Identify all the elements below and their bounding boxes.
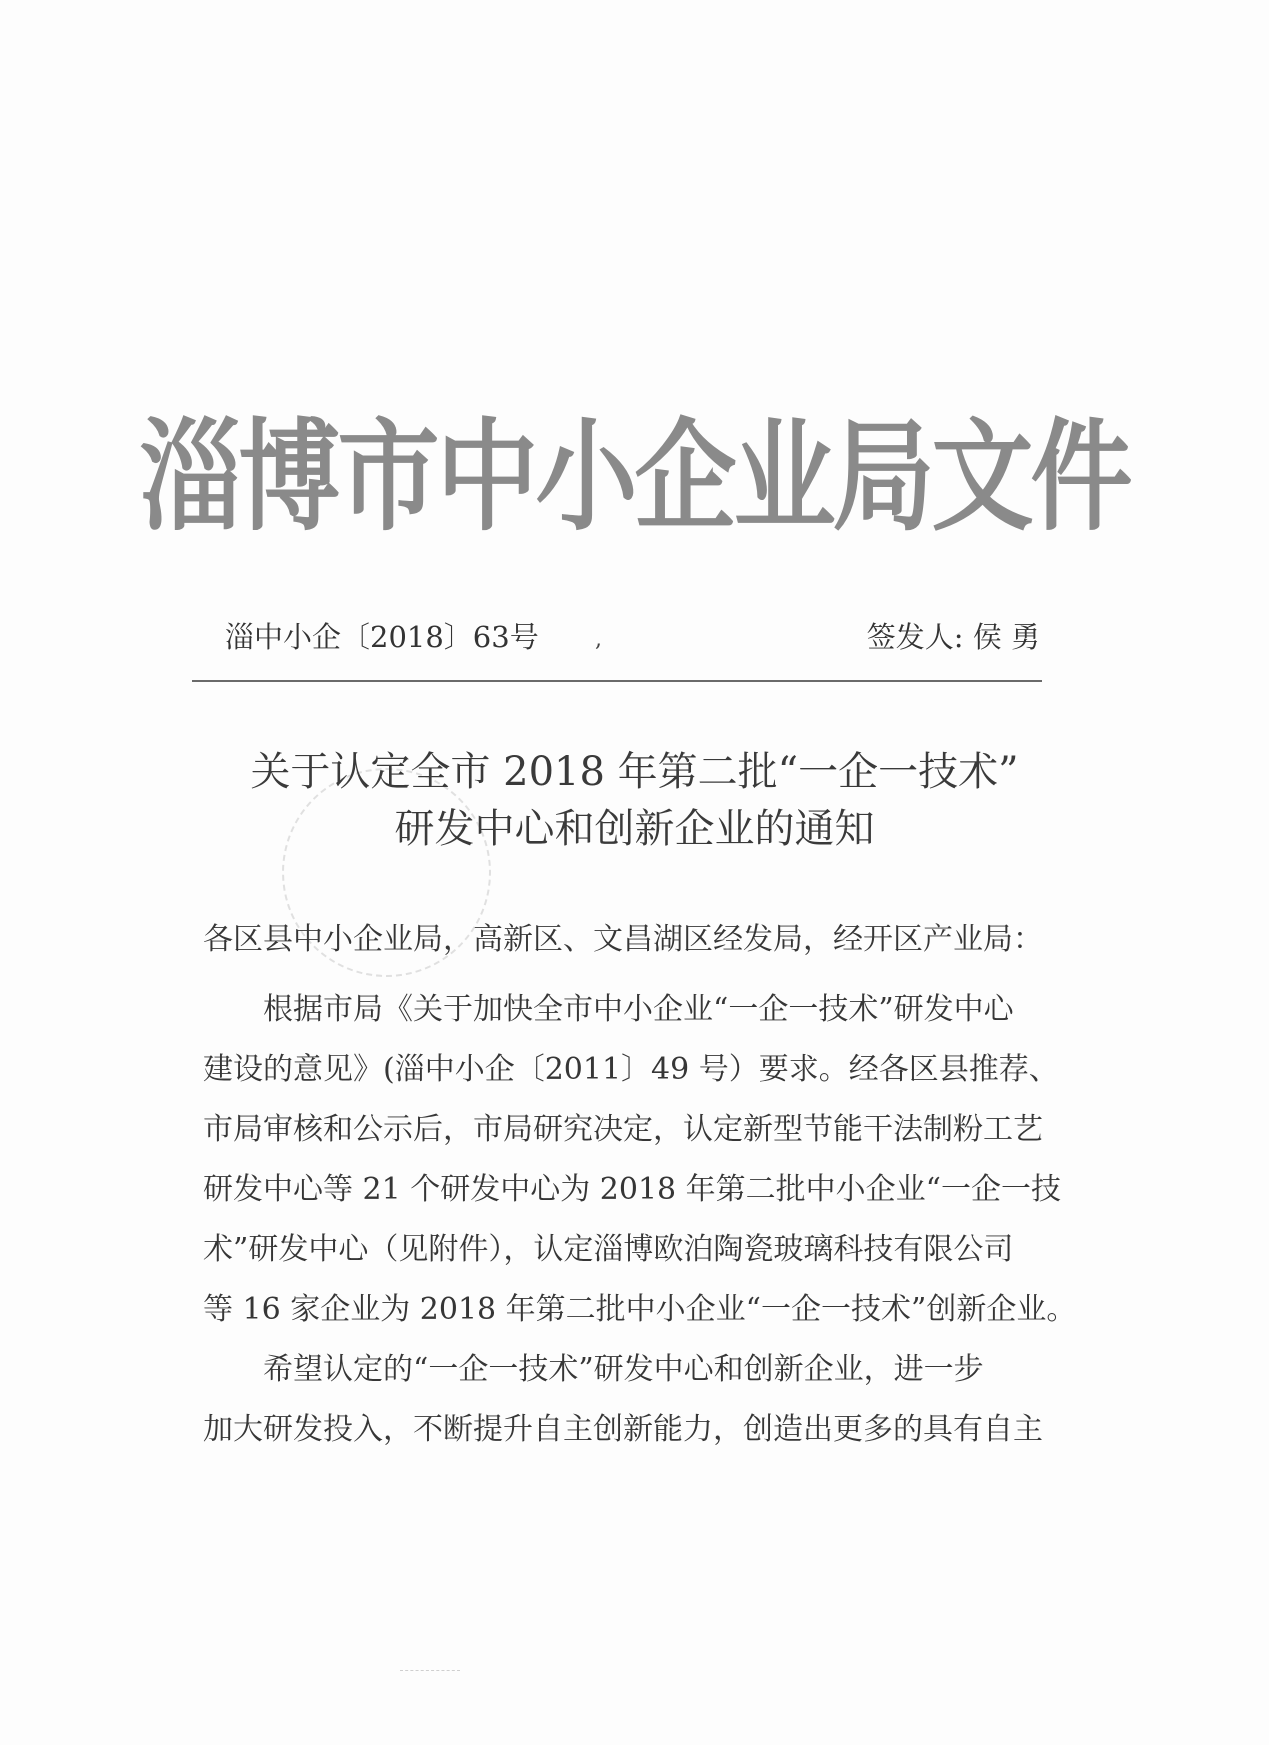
paragraph-line: 术”研发中心（见附件），认定淄博欧泊陶瓷玻璃科技有限公司	[203, 1232, 1014, 1267]
issuer-header-title: 淄博市中小企业局文件	[139, 407, 1130, 549]
paragraph-1	[203, 980, 1077, 1340]
paragraph-line: 加大研发投入，不断提升自主创新能力，创造出更多的具有自主	[203, 1412, 1043, 1447]
paragraph-line: 希望认定的“一企一技术”研发中心和创新企业，进一步	[263, 1352, 984, 1387]
paragraph-line: 市局审核和公示后，市局研究决定，认定新型节能干法制粉工艺	[203, 1112, 1043, 1147]
paragraph-line: 建设的意见》(淄中小企〔2011〕49 号）要求。经各区县推荐、	[203, 1052, 1059, 1087]
scan-mark: ,	[595, 627, 602, 652]
header-divider	[192, 680, 1042, 682]
paragraph-2	[203, 1340, 1053, 1460]
scan-artifact	[400, 1670, 460, 1671]
document-meta-row	[225, 615, 1040, 665]
salutation: 各区县中小企业局，高新区、文昌湖区经发局，经开区产业局：	[203, 922, 1043, 957]
signer-label: 签发人: 侯 勇	[866, 620, 1040, 654]
paragraph-line: 根据市局《关于加快全市中小企业“一企一技术”研发中心	[263, 992, 1014, 1027]
notice-title-line-2: 研发中心和创新企业的通知	[394, 806, 875, 852]
paragraph-line: 等 16 家企业为 2018 年第二批中小企业“一企一技术”创新企业。	[203, 1292, 1077, 1327]
paragraph-line: 研发中心等 21 个研发中心为 2018 年第二批中小企业“一企一技	[203, 1172, 1062, 1207]
document-number: 淄中小企〔2018〕63号	[225, 620, 539, 654]
notice-title-line-1: 关于认定全市 2018 年第二批“一企一技术”	[250, 749, 1019, 795]
